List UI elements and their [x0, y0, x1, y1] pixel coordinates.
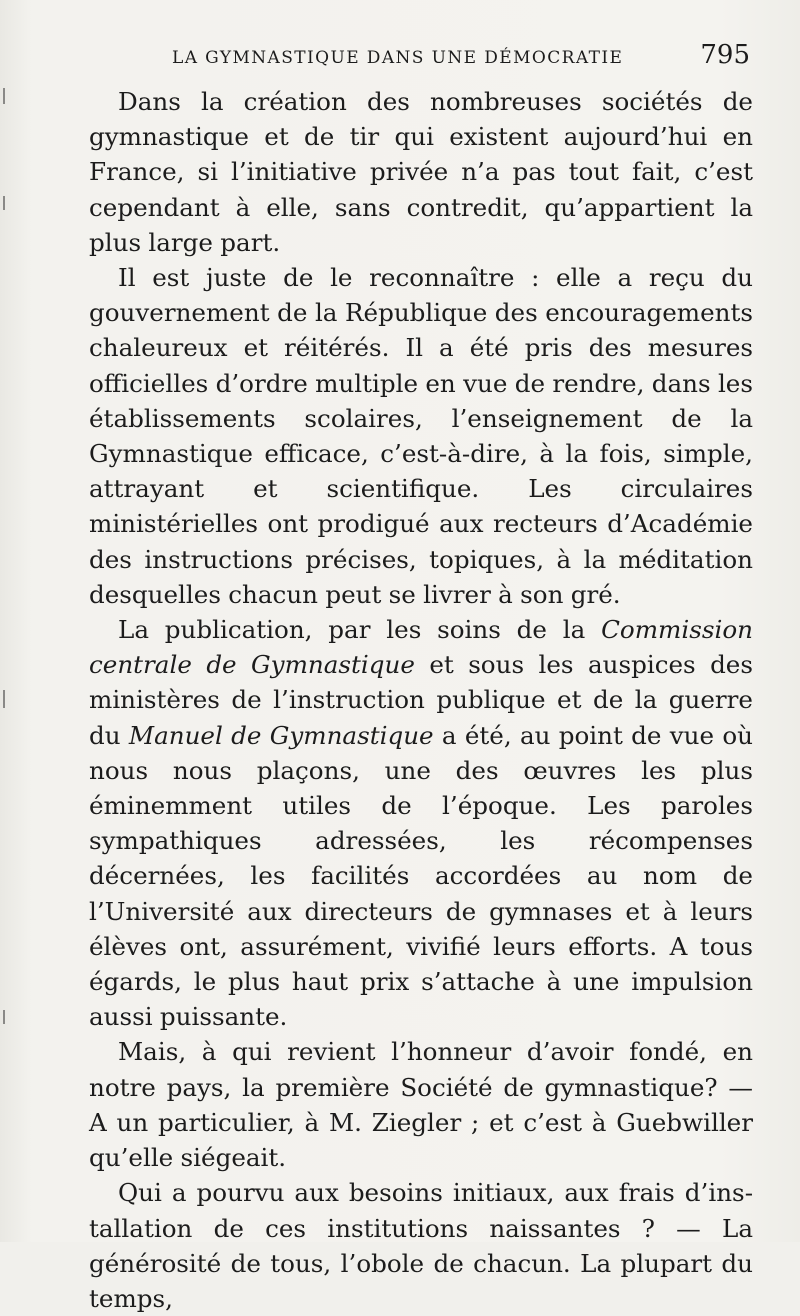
running-head: [92, 40, 756, 76]
italic-commission-title: Commission centrale de Gymnastique: [89, 615, 753, 680]
paragraph-3-text: La publication, par les soins de la: [118, 615, 602, 645]
paragraph-3-text: et sous les auspices des ministères de l’instruction publique et de la guerre du: [89, 650, 753, 750]
running-head-title: LA GYMNASTIQUE DANS UNE DÉMOCRATIE: [172, 48, 624, 68]
page-edge-mark: [3, 196, 5, 210]
page-edge-mark: [3, 88, 5, 104]
paragraph-5: Qui a pourvu aux besoins initiaux, aux frais d’installation de ces institutions naissantes ? — La générosité de tous, l’obole de chacun. La plupart du temps,: [89, 1178, 753, 1313]
page-edge-mark: [3, 690, 5, 708]
paragraph-3-text: a été, au point de vue où nous nous plaçons, une des œuvres les plus éminemment utiles de l’époque. Les paroles sympathiques adressées, les récompenses décernées, les facilités accordées au nom de l’Université aux directeurs de gymnases et à leurs élèves ont, assurément, vivifié leurs efforts. A tous égards, le plus haut prix s’attache à une impulsion aussi puissante.: [89, 720, 753, 1032]
page-number: 795: [700, 40, 750, 70]
paragraph-3: [89, 612, 753, 1034]
paragraph-1: Dans la création des nombreuses sociétés de gymnastique et de tir qui existent aujourd’hui en France, si l’initiative privée n’a pas tout fait, c’est cependant à elle, sans contredit, qu’appartient la plus large part.: [89, 87, 753, 257]
italic-manuel-title: Manuel de Gymnastique: [128, 720, 434, 750]
paragraph-4: Mais, à qui revient l’honneur d’avoir fondé, en notre pays, la première Société de gymnastique? — A un particulier, à M. Ziegler ; et c’est à Guebwiller qu’elle siégeait.: [89, 1037, 753, 1173]
paragraph-2: Il est juste de le reconnaître : elle a reçu du gouvernement de la République des encouragements chaleureux et réitérés. Il a été pris des mesures officielles d’ordre multiple en vue de rendre, dans les établissements scolaires, l’enseignement de la Gymnastique efficace, c’est-à-dire, à la fois, simple, attrayant et scientifique. Les circulaires ministérielles ont prodigué aux recteurs d’Académie des instructions précises, topiques, à la méditation desquelles chacun peut se livrer à son gré.: [89, 263, 753, 609]
page-edge-mark: [3, 1010, 5, 1024]
page-body: [89, 84, 753, 1316]
